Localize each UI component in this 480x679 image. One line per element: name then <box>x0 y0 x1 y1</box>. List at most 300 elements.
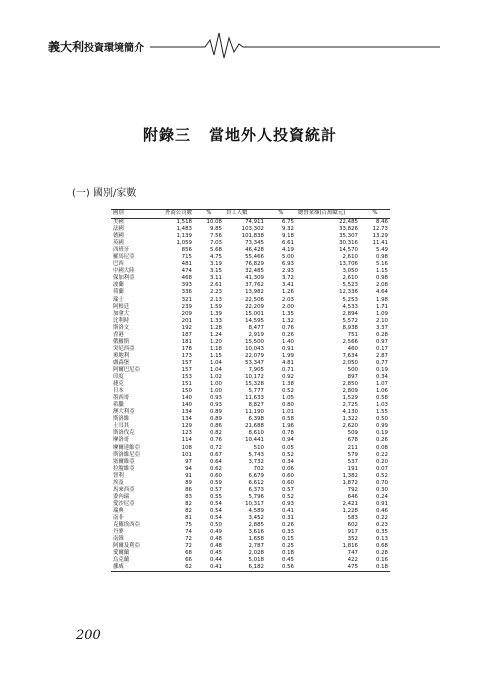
country-cell: 挪威 <box>111 564 163 572</box>
value-cell: 9.85 <box>209 226 222 233</box>
table-row <box>111 445 390 452</box>
country-cell: 斯洛文 <box>113 324 130 331</box>
value-cell: 1.40 <box>281 338 294 345</box>
value-cell: 0.59 <box>209 479 222 486</box>
value-cell: 5,743 <box>248 451 264 458</box>
table-row <box>111 452 390 459</box>
value-cell: 10,043 <box>245 345 264 352</box>
value-cell: 0.57 <box>209 486 222 493</box>
column-header: 員工人數 <box>224 210 266 219</box>
country-cell: 日本 <box>113 388 124 395</box>
value-cell: 0.56 <box>266 564 296 572</box>
table-header-row <box>111 210 390 219</box>
value-cell: 66 <box>185 557 192 564</box>
value-cell: 0.35 <box>375 529 388 536</box>
country-cell: 委內瑞 <box>113 493 130 500</box>
value-cell: 2.23 <box>209 289 222 296</box>
value-cell: 602 <box>347 522 358 529</box>
table-row <box>111 297 390 304</box>
header-brand-country: 義大利 <box>48 40 85 54</box>
country-cell: 保加利亞 <box>113 275 135 282</box>
value-cell: 0.60 <box>281 472 294 479</box>
value-cell: 9.18 <box>281 233 294 240</box>
value-cell: 747 <box>347 550 358 557</box>
section-heading: (一) 國別/家數 <box>72 188 137 199</box>
value-cell: 2.08 <box>375 282 388 289</box>
country-cell: 南非 <box>113 514 124 521</box>
table-row <box>111 374 390 381</box>
table-row <box>111 395 390 402</box>
value-cell: 5.68 <box>209 247 222 254</box>
value-cell: 1,658 <box>248 536 264 543</box>
value-cell: 2.93 <box>281 268 294 275</box>
table-row <box>111 480 390 487</box>
value-cell: 792 <box>347 486 358 493</box>
table-row <box>111 529 390 536</box>
column-header: % <box>360 210 390 219</box>
value-cell: 0.22 <box>375 451 388 458</box>
value-cell: 1.33 <box>209 317 222 324</box>
value-cell: 0.64 <box>209 458 222 465</box>
value-cell: 37,762 <box>245 282 264 289</box>
value-cell: 0.48 <box>209 543 222 550</box>
value-cell: 0.45 <box>209 550 222 557</box>
value-cell: 35,307 <box>339 233 358 240</box>
value-cell: 150 <box>181 388 192 395</box>
value-cell: 2,610 <box>342 275 358 282</box>
country-cell: 墨西哥 <box>113 395 130 402</box>
value-cell: 0.50 <box>209 522 222 529</box>
value-cell: 0.94 <box>281 437 294 444</box>
value-cell: 5.49 <box>375 247 388 254</box>
value-cell: 1.01 <box>281 409 294 416</box>
value-cell: 4,130 <box>342 409 358 416</box>
value-cell: 0.52 <box>375 472 388 479</box>
table-row <box>111 409 390 416</box>
value-cell: 68 <box>185 550 192 557</box>
table-row <box>111 254 390 261</box>
value-cell: 15,001 <box>245 310 264 317</box>
value-cell: 321 <box>181 296 192 303</box>
value-cell: 3,050 <box>342 268 358 275</box>
value-cell: 0.91 <box>375 500 388 507</box>
table-row <box>111 423 390 430</box>
table-row <box>111 233 390 240</box>
value-cell: 46,428 <box>245 247 264 254</box>
country-cell: 摩洛哥 <box>113 437 130 444</box>
table-row <box>111 501 390 508</box>
value-cell: 1.03 <box>375 402 388 409</box>
value-cell: 0.54 <box>209 514 222 521</box>
value-cell: 97 <box>185 458 192 465</box>
value-cell: 2,620 <box>342 423 358 430</box>
table-row <box>111 494 390 501</box>
country-cell: 加拿大 <box>113 310 130 317</box>
value-cell: 22,079 <box>245 352 264 359</box>
value-cell: 6,398 <box>248 416 264 423</box>
country-cell: 羅馬尼亞 <box>113 254 135 261</box>
value-cell: 0.34 <box>375 374 388 381</box>
value-cell: 4.75 <box>209 254 222 261</box>
value-cell: 2,566 <box>342 338 358 345</box>
value-cell: 201 <box>181 317 192 324</box>
value-cell: 12.73 <box>372 226 388 233</box>
table-row <box>111 311 390 318</box>
value-cell: 0.54 <box>209 507 222 514</box>
country-cell: 巴西 <box>113 261 124 268</box>
value-cell: 7,634 <box>342 352 358 359</box>
country-cell: 德國 <box>113 233 124 240</box>
value-cell: 3.11 <box>209 275 222 282</box>
table-row <box>111 275 390 282</box>
value-cell: 0.77 <box>375 359 388 366</box>
table-row <box>111 289 390 296</box>
value-cell: 1,322 <box>342 416 358 423</box>
table-row <box>111 402 390 409</box>
value-cell: 0.99 <box>375 423 388 430</box>
value-cell: 1.35 <box>281 310 294 317</box>
value-cell: 3.37 <box>375 324 388 331</box>
value-cell: 1.59 <box>209 303 222 310</box>
value-cell: 0.19 <box>375 366 388 373</box>
value-cell: 140 <box>181 395 192 402</box>
table-row <box>111 550 390 557</box>
value-cell: 5,572 <box>342 317 358 324</box>
table-row <box>111 466 390 473</box>
value-cell: 209 <box>181 310 192 317</box>
value-cell: 1.99 <box>281 352 294 359</box>
country-cell: 愛沙尼亞 <box>113 500 135 507</box>
value-cell: 0.30 <box>375 486 388 493</box>
value-cell: 4.19 <box>281 247 294 254</box>
value-cell: 157 <box>181 359 192 366</box>
table-row <box>111 339 390 346</box>
value-cell: 75 <box>185 522 192 529</box>
value-cell: 1.96 <box>281 423 294 430</box>
value-cell: 129 <box>181 423 192 430</box>
value-cell: 74 <box>185 529 192 536</box>
value-cell: 153 <box>181 374 192 381</box>
value-cell: 2,809 <box>342 388 358 395</box>
value-cell: 1.38 <box>281 381 294 388</box>
table-row <box>111 473 390 480</box>
value-cell: 2.61 <box>209 282 222 289</box>
value-cell: 6.75 <box>281 219 294 225</box>
table-row <box>111 416 390 423</box>
value-cell: 2,850 <box>342 381 358 388</box>
table-row <box>111 304 390 311</box>
value-cell: 1,059 <box>176 240 192 247</box>
table-row <box>111 459 390 466</box>
value-cell: 33,826 <box>339 226 358 233</box>
value-cell: 468 <box>181 275 192 282</box>
value-cell: 101 <box>181 451 192 458</box>
value-cell: 192 <box>181 324 192 331</box>
country-cell: 智利 <box>113 472 124 479</box>
value-cell: 0.93 <box>209 402 222 409</box>
country-cell: 拉脫維亞 <box>113 465 135 472</box>
country-cell: 阿根廷 <box>113 303 130 310</box>
value-cell: 1.00 <box>209 388 222 395</box>
value-cell: 0.46 <box>375 507 388 514</box>
value-cell: 2,787 <box>248 543 264 550</box>
value-cell: 0.80 <box>281 402 294 409</box>
value-cell: 1,139 <box>176 233 192 240</box>
value-cell: 108 <box>181 444 192 451</box>
value-cell: 2,421 <box>342 500 358 507</box>
value-cell: 4.81 <box>281 359 294 366</box>
value-cell: 91 <box>185 472 192 479</box>
value-cell: 178 <box>181 345 192 352</box>
value-cell: 0.28 <box>375 331 388 338</box>
value-cell: 2,885 <box>248 522 264 529</box>
value-cell: 3,732 <box>248 458 264 465</box>
value-cell: 0.57 <box>281 486 294 493</box>
value-cell: 5,253 <box>342 296 358 303</box>
value-cell: 81 <box>185 514 192 521</box>
value-cell: 0.05 <box>281 444 294 451</box>
value-cell: 74,911 <box>245 219 264 225</box>
value-cell: 1.55 <box>375 409 388 416</box>
country-cell: 美國 <box>113 219 124 225</box>
table-row <box>111 367 390 374</box>
country-cell: 香港 <box>113 331 124 338</box>
value-cell: 62 <box>163 564 194 572</box>
table-row <box>111 261 390 268</box>
country-cell: 印度 <box>113 374 124 381</box>
value-cell: 8,827 <box>248 402 264 409</box>
value-cell: 0.62 <box>209 465 222 472</box>
value-cell: 500 <box>347 366 358 373</box>
value-cell: 0.22 <box>375 514 388 521</box>
value-cell: 0.86 <box>209 423 222 430</box>
table-row <box>111 543 390 550</box>
value-cell: 151 <box>181 381 192 388</box>
value-cell: 239 <box>181 303 192 310</box>
value-cell: 2.10 <box>375 317 388 324</box>
value-cell: 715 <box>181 254 192 261</box>
column-header: 外商公司數 <box>163 210 194 219</box>
value-cell: 3.15 <box>209 268 222 275</box>
value-cell: 14,570 <box>339 247 358 254</box>
value-cell: 103,302 <box>241 226 264 233</box>
country-cell: 土耳其 <box>113 423 130 430</box>
value-cell: 0.49 <box>209 529 222 536</box>
value-cell: 5,796 <box>248 493 264 500</box>
value-cell: 336 <box>181 289 192 296</box>
value-cell: 114 <box>181 437 192 444</box>
value-cell: 0.15 <box>281 536 294 543</box>
value-cell: 134 <box>181 409 192 416</box>
value-cell: 13,982 <box>245 289 264 296</box>
value-cell: 0.67 <box>209 451 222 458</box>
table-row <box>111 353 390 360</box>
value-cell: 89 <box>185 479 192 486</box>
country-cell: 斯洛伐克 <box>113 430 135 437</box>
value-cell: 22,209 <box>245 303 264 310</box>
value-cell: 173 <box>181 352 192 359</box>
value-cell: 0.60 <box>209 472 222 479</box>
value-cell: 0.19 <box>375 430 388 437</box>
value-cell: 211 <box>347 444 358 451</box>
table-row <box>111 360 390 367</box>
value-cell: 53,347 <box>245 359 264 366</box>
value-cell: 0.60 <box>281 479 294 486</box>
value-cell: 0.28 <box>375 550 388 557</box>
value-cell: 0.70 <box>375 479 388 486</box>
country-cell: 丹麥 <box>113 529 124 536</box>
country-cell: 荷蘭 <box>113 289 124 296</box>
country-cell: 盧森堡 <box>113 359 130 366</box>
value-cell: 8.46 <box>375 219 388 225</box>
country-cell: 比利時 <box>113 317 130 324</box>
value-cell: 0.98 <box>375 254 388 261</box>
value-cell: 2,919 <box>248 331 264 338</box>
value-cell: 0.08 <box>375 444 388 451</box>
value-cell: 0.76 <box>209 437 222 444</box>
value-cell: 3,452 <box>248 514 264 521</box>
table-row <box>111 332 390 339</box>
value-cell: 4,533 <box>342 303 358 310</box>
value-cell: 82 <box>185 500 192 507</box>
table-row <box>111 240 390 247</box>
value-cell: 4,589 <box>248 507 264 514</box>
value-cell: 0.52 <box>281 493 294 500</box>
value-cell: 0.68 <box>375 543 388 550</box>
value-cell: 157 <box>181 366 192 373</box>
value-cell: 10.08 <box>206 219 222 225</box>
table-row <box>111 564 390 572</box>
value-cell: 5,523 <box>342 282 358 289</box>
value-cell: 1,872 <box>342 479 358 486</box>
value-cell: 0.31 <box>281 514 294 521</box>
value-cell: 0.48 <box>209 536 222 543</box>
table-row <box>111 268 390 275</box>
value-cell: 0.18 <box>360 564 390 572</box>
country-cell: 斯洛維尼亞 <box>113 451 140 458</box>
value-cell: 0.45 <box>281 557 294 564</box>
value-cell: 10,317 <box>245 500 264 507</box>
table-row <box>111 430 390 437</box>
value-cell: 0.41 <box>281 507 294 514</box>
value-cell: 123 <box>181 430 192 437</box>
country-cell: 摩爾達維亞 <box>113 444 140 451</box>
table-row <box>111 282 390 289</box>
value-cell: 5,777 <box>248 388 264 395</box>
table-row <box>111 536 390 543</box>
value-cell: 9.32 <box>281 226 294 233</box>
value-cell: 13,706 <box>339 261 358 268</box>
value-cell: 1.09 <box>375 310 388 317</box>
value-cell: 0.54 <box>209 500 222 507</box>
table-row <box>111 487 390 494</box>
value-cell: 1.71 <box>375 303 388 310</box>
value-cell: 2.87 <box>375 352 388 359</box>
country-cell: 阿爾巴尼亞 <box>113 366 140 373</box>
value-cell: 12,336 <box>339 289 358 296</box>
table-row <box>111 508 390 515</box>
value-cell: 32,485 <box>245 268 264 275</box>
column-header: 國別 <box>111 210 163 219</box>
country-cell: 斯洛維 <box>113 416 130 423</box>
value-cell: 7.03 <box>209 240 222 247</box>
value-cell: 0.71 <box>281 366 294 373</box>
value-cell: 6,612 <box>248 479 264 486</box>
value-cell: 11,190 <box>245 409 264 416</box>
table-body <box>111 219 390 572</box>
value-cell: 101,838 <box>241 233 264 240</box>
value-cell: 1.02 <box>209 374 222 381</box>
value-cell: 1.20 <box>209 338 222 345</box>
page-header <box>0 0 480 60</box>
country-cell: 英國 <box>113 240 124 247</box>
value-cell: 94 <box>185 465 192 472</box>
page-number: 200 <box>76 628 101 643</box>
table-row <box>111 346 390 353</box>
value-cell: 0.52 <box>281 451 294 458</box>
value-cell: 8,477 <box>248 324 264 331</box>
value-cell: 0.18 <box>281 550 294 557</box>
value-cell: 1,518 <box>176 219 192 225</box>
value-cell: 0.41 <box>194 564 224 572</box>
value-cell: 0.89 <box>209 409 222 416</box>
value-cell: 1.04 <box>209 366 222 373</box>
value-cell: 15,328 <box>245 381 264 388</box>
value-cell: 856 <box>181 247 192 254</box>
value-cell: 5.00 <box>281 254 294 261</box>
value-cell: 0.50 <box>375 416 388 423</box>
value-cell: 83 <box>185 493 192 500</box>
value-cell: 1.24 <box>209 331 222 338</box>
value-cell: 6,182 <box>224 564 266 572</box>
country-cell: 瑞典 <box>113 507 124 514</box>
value-cell: 1,529 <box>342 395 358 402</box>
value-cell: 86 <box>185 486 192 493</box>
value-cell: 2,725 <box>342 402 358 409</box>
value-cell: 0.44 <box>209 557 222 564</box>
value-cell: 583 <box>347 514 358 521</box>
country-cell: 愛爾蘭 <box>113 550 130 557</box>
value-cell: 11,633 <box>245 395 264 402</box>
country-cell: 澳大利亞 <box>113 409 135 416</box>
appendix-label: 附錄三 <box>142 126 191 144</box>
value-cell: 0.93 <box>209 395 222 402</box>
value-cell: 8,938 <box>342 324 358 331</box>
value-cell: 0.72 <box>209 444 222 451</box>
country-cell: 烏克蘭 <box>113 557 130 564</box>
value-cell: 181 <box>181 338 192 345</box>
value-cell: 1.15 <box>375 268 388 275</box>
value-cell: 1,228 <box>342 507 358 514</box>
value-cell: 1.06 <box>375 388 388 395</box>
country-cell: 突尼西亞 <box>113 345 135 352</box>
country-cell: 奧地利 <box>113 352 130 359</box>
value-cell: 1.07 <box>375 381 388 388</box>
country-cell: 捷克 <box>113 381 124 388</box>
country-cell: 中國大陸 <box>113 268 135 275</box>
value-cell: 678 <box>347 437 358 444</box>
value-cell: 2,894 <box>342 310 358 317</box>
value-cell: 72 <box>185 536 192 543</box>
value-cell: 1.98 <box>375 296 388 303</box>
value-cell: 11.41 <box>372 240 388 247</box>
value-cell: 21,688 <box>245 423 264 430</box>
value-cell: 13.29 <box>372 233 388 240</box>
country-cell: 馬來西亞 <box>113 486 135 493</box>
column-header: 總營業額(百萬歐元) <box>296 210 360 219</box>
header-brand <box>48 38 144 55</box>
table-row <box>111 515 390 522</box>
